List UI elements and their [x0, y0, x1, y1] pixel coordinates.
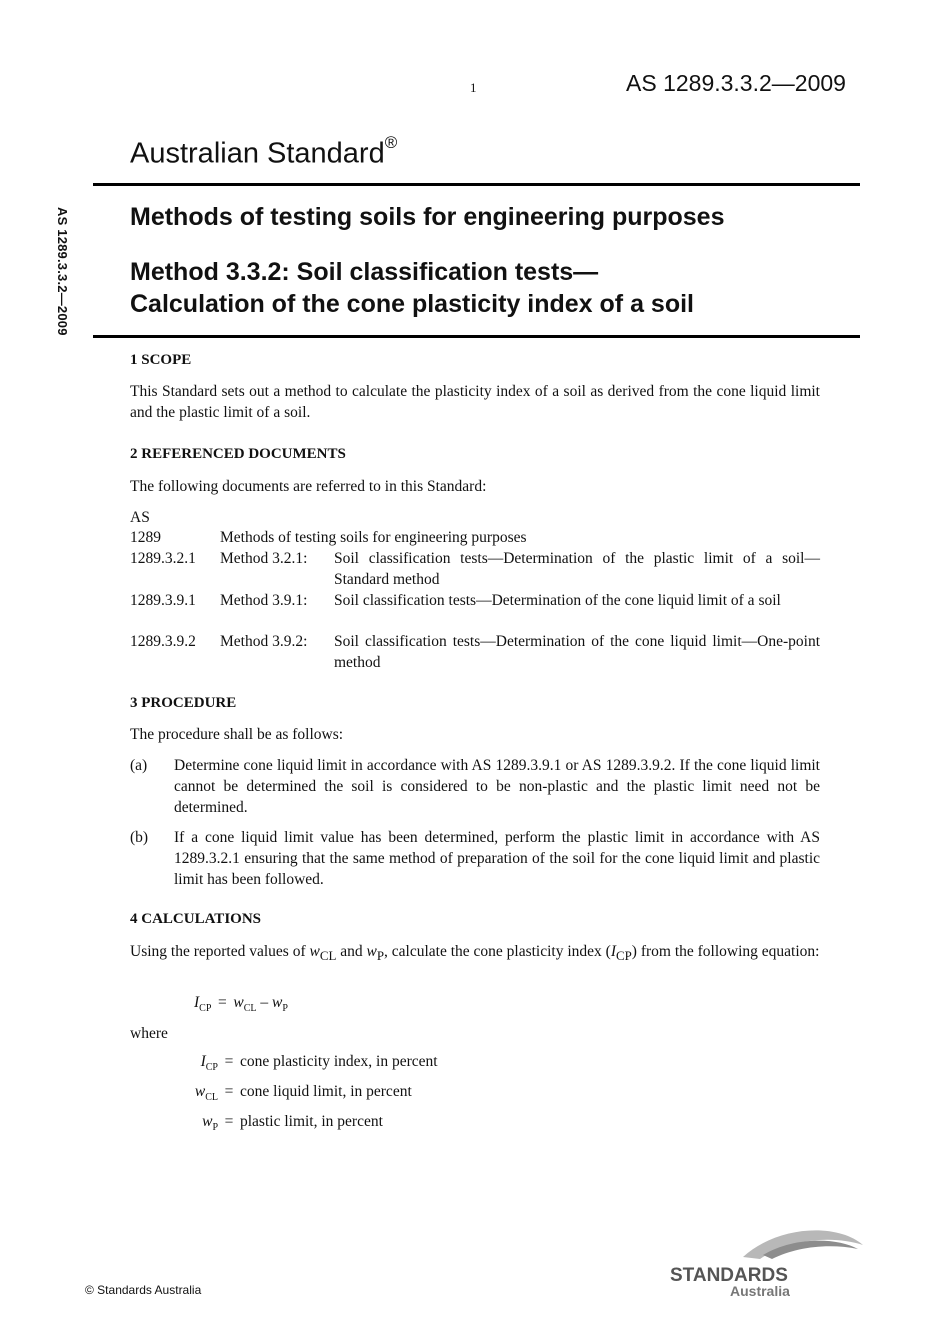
- reference-row: [130, 527, 820, 548]
- reference-method: Methods of testing soils for engineering purposes: [220, 529, 527, 546]
- reference-row: [130, 590, 820, 632]
- reference-method: Method 3.9.1:: [220, 592, 308, 609]
- definition-text: cone liquid limit, in percent: [240, 1083, 412, 1100]
- reference-method: Method 3.9.2:: [220, 633, 308, 650]
- reference-method: Method 3.2.1:: [220, 550, 308, 567]
- logo-subtext: Australia: [730, 1283, 790, 1299]
- brand-text: Australian Standard: [130, 137, 385, 170]
- section-calculations-intro: Using the reported values of $w_{CL}$ and $w_P$, calculate the cone plasticity index $(I_{CP})$ from the following equation:: [130, 943, 820, 964]
- definition-row: $w_P$ = plastic limit, in percent: [202, 1113, 383, 1134]
- logo-swoosh-icon: [668, 1225, 868, 1300]
- reference-title: Soil classification tests—Determination of the plastic limit of a soil—Standard method: [334, 550, 820, 588]
- top-rule: [93, 183, 860, 186]
- definition-row: $I_{CP}$ = cone plasticity index, in percent: [200, 1053, 438, 1074]
- reference-title: Soil classification tests—Determination of the cone liquid limit—One-point method: [334, 633, 820, 671]
- reference-code: 1289.3.2.1: [130, 550, 196, 567]
- section-procedure-intro: The procedure shall be as follows:: [130, 726, 344, 743]
- reference-code: 1289.3.9.1: [130, 592, 196, 609]
- registered-mark: ®: [384, 133, 398, 152]
- section-calculations-heading: 4 CALCULATIONS: [130, 911, 261, 927]
- definition-text: cone plasticity index, in percent: [240, 1053, 438, 1070]
- section-scope-text: This Standard sets out a method to calculate the plasticity index of a soil as derived from the cone liquid limit and the plastic limit of a soil.: [130, 383, 820, 421]
- method-title-line1: Method 3.3.2: Soil classification tests—: [130, 258, 599, 286]
- procedure-item-text: If a cone liquid limit value has been determined, perform the plastic limit in accordance with AS 1289.3.2.1 ensuring that the same method of preparation of the soil for the cone liquid limit and plastic limit has been followed.: [174, 829, 820, 888]
- standard-id: AS 1289.3.3.2—2009: [626, 70, 846, 96]
- copyright-notice: © Standards Australia: [85, 1283, 202, 1297]
- logo-text: STANDARDS: [670, 1265, 788, 1286]
- definition-text: plastic limit, in percent: [240, 1113, 383, 1130]
- where-label: where: [130, 1025, 168, 1042]
- section-scope-heading: 1 SCOPE: [130, 352, 192, 368]
- procedure-item-text: Determine cone liquid limit in accordance with AS 1289.3.9.1 or AS 1289.3.9.2. If the cone liquid limit cannot be determined the soil is considered to be non-plastic and the plastic limit need not be determined.: [174, 757, 820, 816]
- method-title: [130, 256, 694, 320]
- procedure-item: [130, 755, 820, 818]
- reference-code: 1289: [130, 529, 161, 546]
- standards-australia-logo: [668, 1225, 868, 1300]
- title-rule: [93, 335, 860, 338]
- spine-text: AS 1289.3.3.2—2009: [55, 207, 70, 336]
- brand-title: [130, 133, 398, 171]
- equation: $I_{CP} = w_{CL} - w_P$: [194, 994, 288, 1015]
- reference-row: [130, 548, 820, 590]
- procedure-item-label: (b): [130, 829, 149, 846]
- section-references-heading: 2 REFERENCED DOCUMENTS: [130, 446, 346, 462]
- reference-title: Soil classification tests—Determination of the cone liquid limit of a soil: [334, 592, 781, 609]
- document-title: Methods of testing soils for engineering purposes: [130, 203, 725, 231]
- procedure-item-label: (a): [130, 757, 148, 774]
- reference-row: [130, 631, 820, 673]
- section-procedure-heading: 3 PROCEDURE: [130, 695, 237, 711]
- as-label: AS: [130, 509, 150, 526]
- definition-row: $w_{CL}$ = cone liquid limit, in percent: [194, 1083, 412, 1104]
- procedure-item: [130, 827, 820, 890]
- section-references-intro: The following documents are referred to in this Standard:: [130, 478, 487, 495]
- page-number: 1: [470, 80, 477, 95]
- method-title-line2: Calculation of the cone plasticity index of a soil: [130, 290, 694, 318]
- reference-code: 1289.3.9.2: [130, 633, 196, 650]
